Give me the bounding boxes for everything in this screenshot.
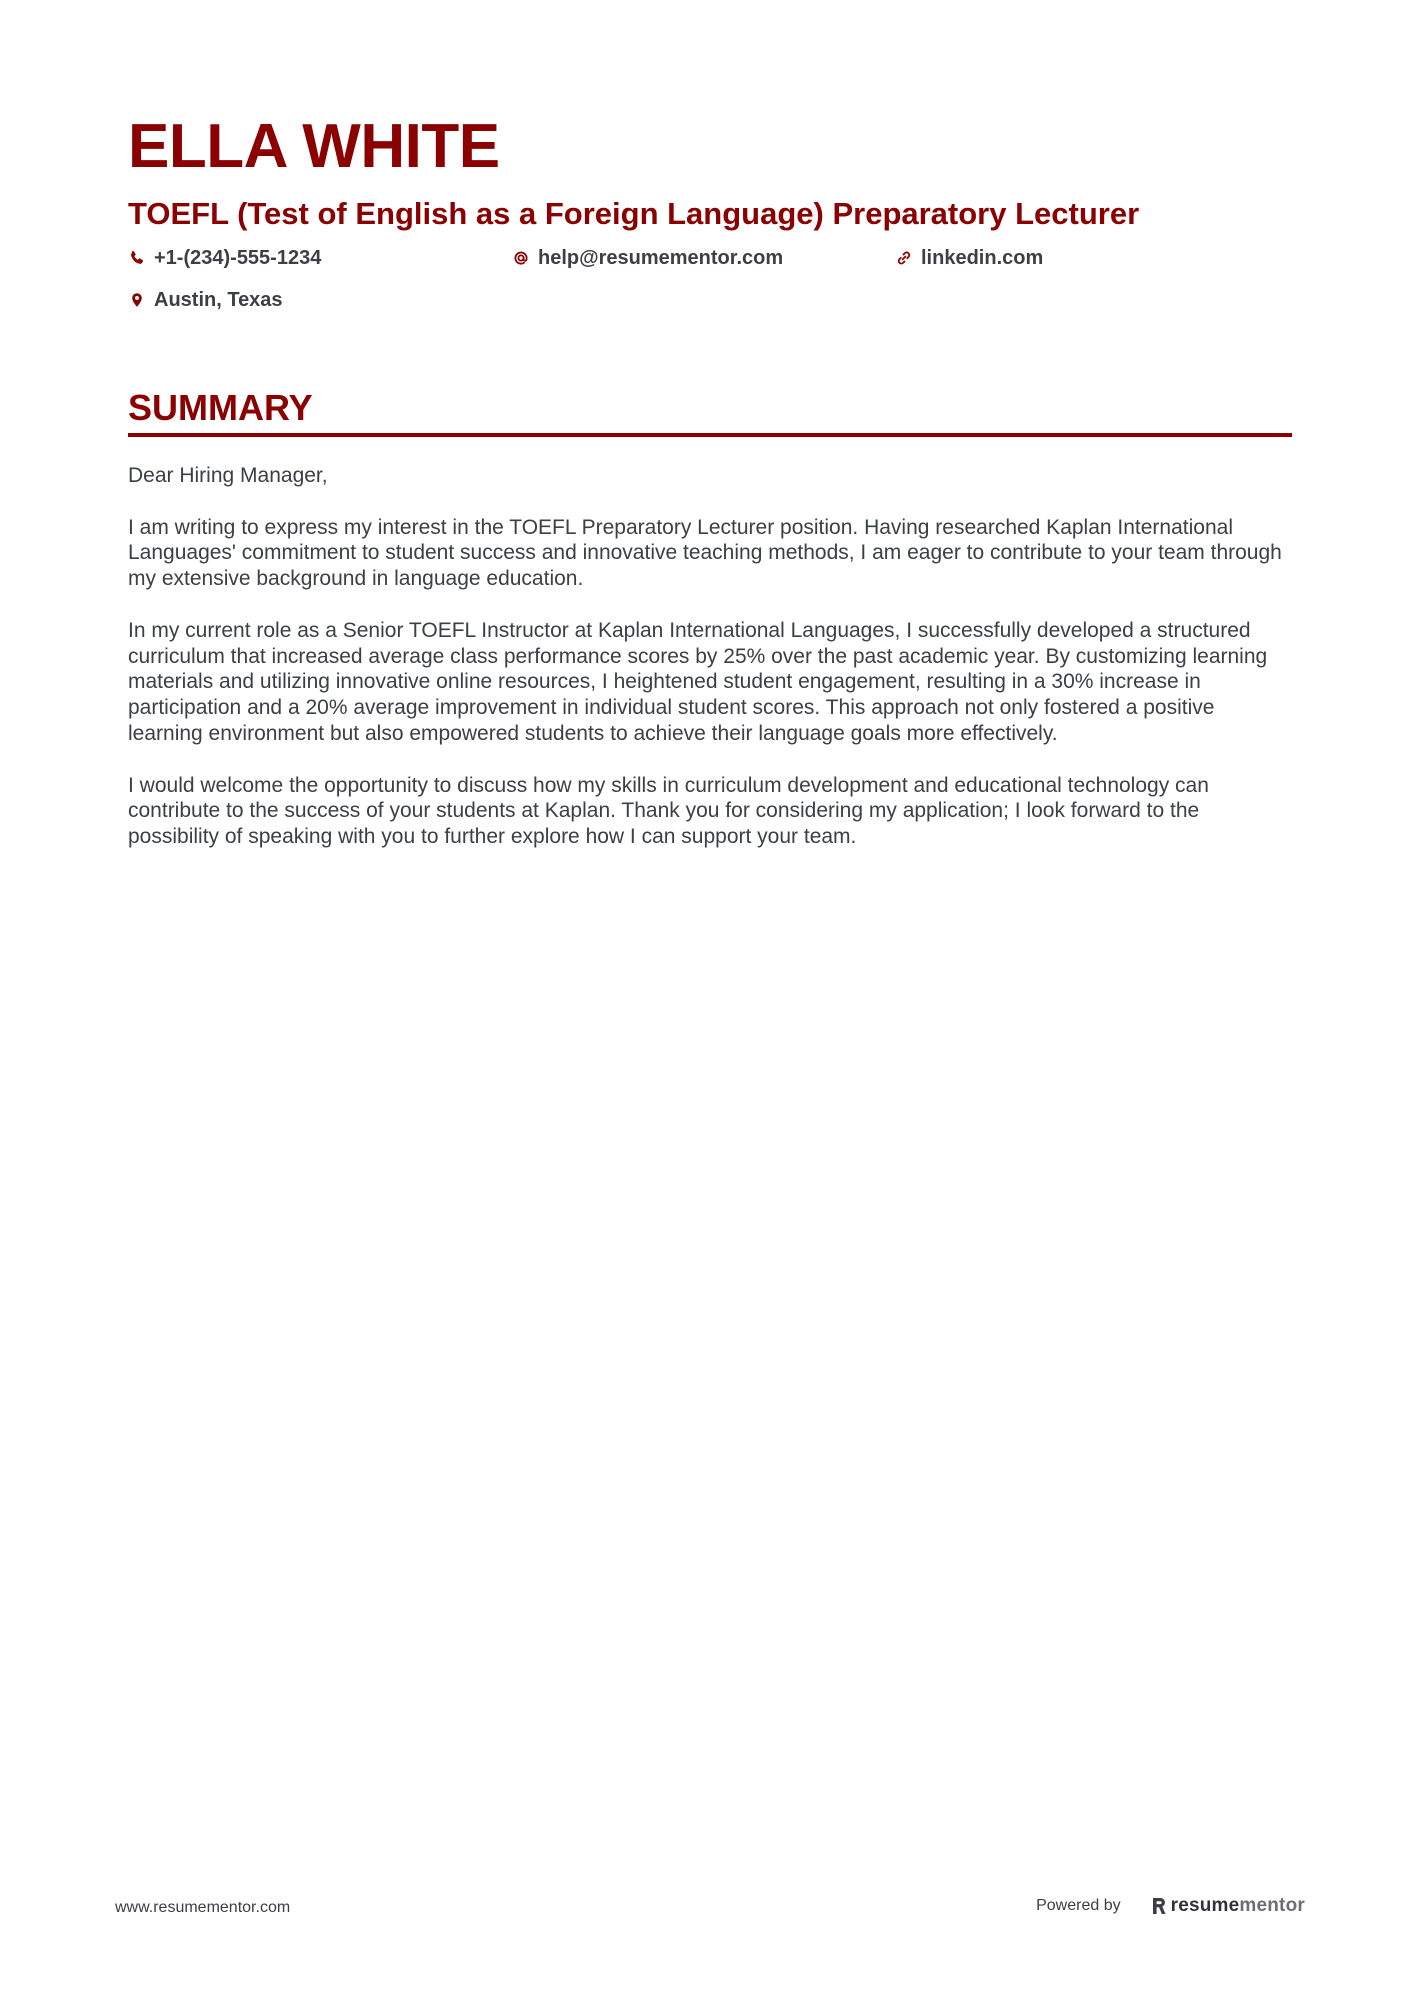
cover-letter-body — [128, 463, 1292, 850]
letter-paragraph: In my current role as a Senior TOEFL Instructor at Kaplan International Languages, I successfully developed a structured curriculum that increased average class performance scores by 25% over the past academic year. By customizing learning materials and utilizing innovative online resources, I heightened student engagement, resulting in a 30% increase in participation and a 20% average improvement in individual student scores. This approach not only fostered a positive learning environment but also empowered students to achieve their language goals more effectively. — [128, 618, 1268, 745]
contact-phone — [128, 240, 321, 276]
at-icon — [512, 249, 530, 267]
phone-icon — [128, 249, 146, 267]
location-text: Austin, Texas — [154, 289, 283, 311]
location-pin-icon — [128, 291, 146, 309]
footer-branding — [1036, 1894, 1305, 1918]
logo-text-resume: resume — [1170, 1895, 1240, 1916]
powered-by-label: Powered by — [1036, 1897, 1121, 1914]
contact-location — [128, 282, 283, 318]
link-icon — [895, 249, 913, 267]
contact-row — [128, 240, 1292, 276]
summary-section — [128, 385, 1292, 876]
letter-salutation: Dear Hiring Manager, — [128, 464, 328, 487]
phone-text: +1-(234)-555-1234 — [154, 247, 322, 269]
job-title: TOEFL (Test of English as a Foreign Language) Preparatory Lecturer — [128, 196, 1140, 231]
linkedin-text: linkedin.com — [921, 247, 1044, 269]
email-text: help@resumementor.com — [538, 247, 784, 269]
logo-text-mentor: mentor — [1239, 1895, 1305, 1916]
resume-header — [128, 108, 1292, 318]
letter-paragraph: I would welcome the opportunity to discuss how my skills in curriculum development and educational technology can contribute to the success of your students at Kaplan. Thank you for considering my application; I look forward to the possibility of speaking with you to further explore how I can support your team. — [128, 773, 1209, 849]
contact-email — [512, 240, 783, 276]
contact-linkedin — [895, 240, 1043, 276]
section-divider — [128, 433, 1292, 437]
candidate-name: ELLA WHITE — [128, 112, 500, 181]
summary-heading: SUMMARY — [128, 387, 313, 428]
letter-paragraph: I am writing to express my interest in the TOEFL Preparatory Lecturer position. Having researched Kaplan International Languages' commitment to student success and innovative teaching methods, I am eager to contribute to your team through my extensive background in language education. — [128, 515, 1282, 591]
resumementor-logo-icon — [1151, 1896, 1167, 1916]
contact-row-2 — [128, 282, 1292, 318]
resumementor-logo — [1151, 1894, 1305, 1918]
footer-website: www.resumementor.com — [115, 1899, 291, 1916]
